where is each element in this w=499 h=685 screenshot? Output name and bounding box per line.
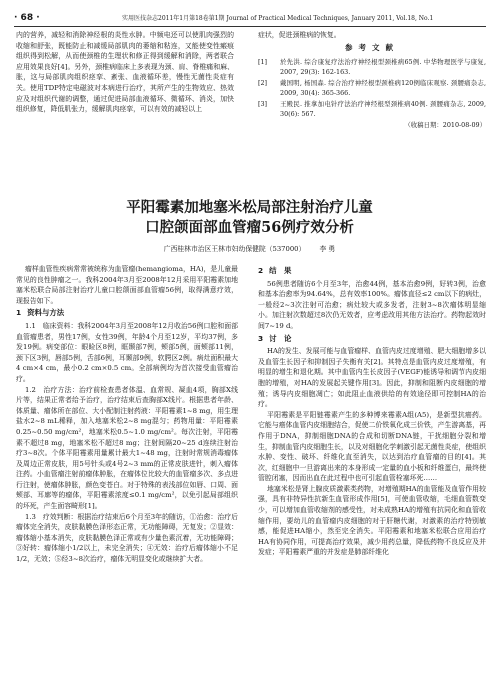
reference-item (258, 57, 486, 77)
reference-item (258, 99, 486, 119)
section-number: 2 (258, 266, 264, 275)
reference-text: 於先洪. 综合康复疗法治疗神经根型颈椎病65例. 中华物理医学与康复, 2007, 29(3): 162-163. (280, 58, 486, 77)
reference-list (258, 57, 486, 119)
reference-number: [2] (258, 79, 268, 88)
reference-text: 戴国明, 杨国森. 综合治疗神经根型颈椎病120例临床观察. 颈腰痛杂志, 2009, 30(4): 365-366. (280, 79, 486, 98)
section-number: 3 (258, 333, 264, 343)
previous-article-body: 内的营养，减轻和消除神经根的炎性水肿。中频电还可以使肌肉强烈的收缩和舒张，既能防止和减缓局部肌肉的萎缩和粘连，又能使变性瘢痕组织得到松解，从而使颈椎的生理状和修正得到缓解和消除，两者联合应用效果良好[4]。另外，颈椎病临床上多表现为颈、肩、脊椎痛和麻、胀，这与局部肌肉组织痉挛、紊张、血液循环差，慢性无菌性炎症有关。使用TDP特定电磁波对本病进行治疗，其所产生的生物效应、热效应及对组织代谢的调整，通过促进局部血液循环、微循环、消炎，加快组织修复，降低肌张力，缓解肌肉痉挛，可以有效的减轻以上 (16, 31, 234, 114)
body-paragraph: 1.3 疗效判断：根据治疗结束后6个月至3年的随访，①治愈：治疗后瘤体完全消失，皮肤黏膜色泽形态正常，无功能障碍，无复发；②显效：瘤体缩小基本消失，皮肤黏膜色泽正常或有少量色素沉着，无功能障碍；③好转：瘤体缩小1/2以上，未完全消失；④无效：治疗后瘤体缩小不足1/2，无效；⑤经3~8次治疗，瘤体无明显变化或继续扩大者。 (16, 512, 238, 564)
body-paragraph: 1.1 临床资料：我科2004年3月至2008年12月收治56例口腔和面部血管瘤患者，男性17例，女性39例，年龄4个月至12岁，平均37例，多发19例。病变部位：眼睑区8例，眶颞部7例，颊部5例，面颊部11例，颈下区3例，唇部5例，舌部6例，耳颞部9例，软腭区2例。病灶面积最大4 cm×4 cm，最小0.2 cm×0.5 cm。全部病例均为首次接受血管瘤治疗。 (16, 321, 238, 383)
reference-text: 王殿民. 推拿加电针疗法治疗神经根型颈椎病40例. 颈腰痛杂志, 2009, 30(6): 567. (280, 100, 486, 119)
references-heading: 参考文献 (345, 42, 399, 52)
body-paragraph: HA的发生、发展可能与血管瘤样、血管内皮过度增殖、肥大细胞增多以及血管生长因子和抑制因子失衡有关[2]。其特点是血管内皮过度增殖，有明显的增生和退化期。其中血管内生长皮因子(VEGF)能诱导和调节内皮细胞的增殖，对HA的发展起关键作用[3]。因此，抑制和阻断内皮细胞的增殖；诱导内皮细胞凋亡；如此阻止血液供给的有效途径即可控制HA的治疗。 (258, 347, 486, 409)
reference-number: [1] (258, 58, 268, 67)
section-title: 讨 论 (269, 333, 292, 343)
section-heading (258, 334, 486, 345)
affiliation: 广西桂林市治区王林市妇幼保健院（537000） (163, 245, 306, 253)
received-date: （收稿日期：2010-08-09） (404, 121, 486, 130)
body-paragraph: 56例患者随访6个月至3年，治愈44例，基本治愈9例，好转3例，治愈和基本治愈率为94.64%，总有效率100%。瘤体直径≤2 cm以下的病灶，一般经2~3次注射可治愈；病灶较大或多发者，注射3~8次瘤体明显缩小。加注射次数超过8次仍无效者，应考虑改用其他方法治疗。药物起效时间7~19 d。 (258, 279, 486, 330)
page-header (14, 10, 486, 27)
author-affiliation (0, 243, 499, 253)
article-right-column (258, 264, 486, 558)
body-paragraph: 地塞米松是肾上腺皮质激素类药物，对增殖期HA的血管能及血管作用较强，具有非特异性抗新生血管形成作用[5]，可使血管收缩，毛细血管数变少，可以增加血管收缩剂的感受性，对未成熟HA的增殖有抗同化和血管收缩作用，要幼儿的血管瘤内皮细胞的对于肝糖代谢，对激素的治疗特别敏感，能促进HA缩小，然至完全消失。平阳霉素和地塞米松联合应用治疗HA有协同作用，可提高治疗效果，减少用药总量，降低药物不良反应及并发症；平阳霉素严重的并发症是肺部纤维化 (258, 484, 486, 557)
article-title-line-2: 口腔颌面部血管瘤56例疗效分析 (145, 219, 354, 236)
section-title: 资料与方法 (27, 308, 65, 318)
previous-article-right-column (258, 30, 486, 131)
page-number: · 68 · (14, 13, 40, 23)
body-paragraph: 1.2 治疗方法：治疗前检查患者体温、血常规、凝血4项，胸部X线片等，结果正常者给予治疗，治疗结束后查胸部X线片。根据患者年龄、体质量、瘤体所在部位、大小配制注射药液：平阳霉素1~8 mg，用生理盐水2~8 mL稀释，加入地塞米松2~8 mg混匀；药物用量：平阳霉素0.25~0.50 mg/cm²，地塞米松0.5~1.0 mg/cm²。每次注射，平阳霉素不超过8 mg，地塞米松不超过8 mg；注射间隔20~25 d连续注射治疗3~8次。个体平阳霉素用量累计最大1~48 mg，注射时常规消毒瘤体及周边正常皮肤，用5号针头或4号2~3 mm的正常皮肤进针，刺入瘤体注药。小血管瘤注射前瘤体肿胀，在瘤体位比较大的血管瘤多次、多点进行注射，使瘤体肿胀，颜色变苍白。对于特殊的表浅部位如唇、口周、面颊部、耳廓等的瘤体，平阳霉素浓度≤0.1 mg/cm²，以免引起局部组织的坏死，产生面容畸形[1]。 (16, 385, 238, 511)
journal-citation: 实用医技杂志2011年1月第18卷第1期 Journal of Practical Medical Techniques, January 2011, Vol.18, No.1 (122, 15, 434, 22)
reference-item (258, 78, 486, 98)
previous-article-left-column (16, 30, 234, 115)
section-heading (258, 266, 486, 277)
section-heading (16, 308, 238, 319)
section-number: 1 (16, 308, 22, 318)
body-paragraph: 瘤样血管性疾病常常被统称为血管瘤(hemangioma，HA)，是儿童最常见的良性肿瘤之一。我科2004年3月至2008年12月采用平阳霉素加地塞米松联合局部注射治疗儿童口腔颌面部血管瘤56例，取得满意疗效，现报告如下。 (16, 265, 238, 305)
author-name: 李 勇 (319, 245, 336, 253)
article-title-line-1: 平阳霉素加地塞米松局部注射治疗儿童 (126, 199, 373, 216)
reference-number: [3] (258, 100, 268, 109)
body-paragraph: 平阳霉素是平阳链霉素产生的多种博来霉素A组(A5)，是新型抗癌药。它能与癌体血管内皮细胞结合，促使二价铁氧化成三价铁，产生游离基，再作用于DNA，抑制细胞DNA的合成和切断DNA链，干扰细胞分裂和增生，抑制血管内皮细胞生长，以及对细胞化学刺激引起无菌性炎症，使组织水肿、变性、破坏、纤维化直至消失，以达到治疗血管瘤的目的[4]。其次，红细胞中一旦游离出来的本身形成一定量的血小板和纤维蛋白，最终使管腔闭塞，因而出血在此过程中也可引起血管栓塞坏死…… (258, 410, 486, 483)
previous-article-ending: 症状，促进颈椎病的恢复。 (258, 31, 341, 39)
section-title: 结 果 (269, 266, 292, 275)
article-left-column (16, 264, 238, 565)
